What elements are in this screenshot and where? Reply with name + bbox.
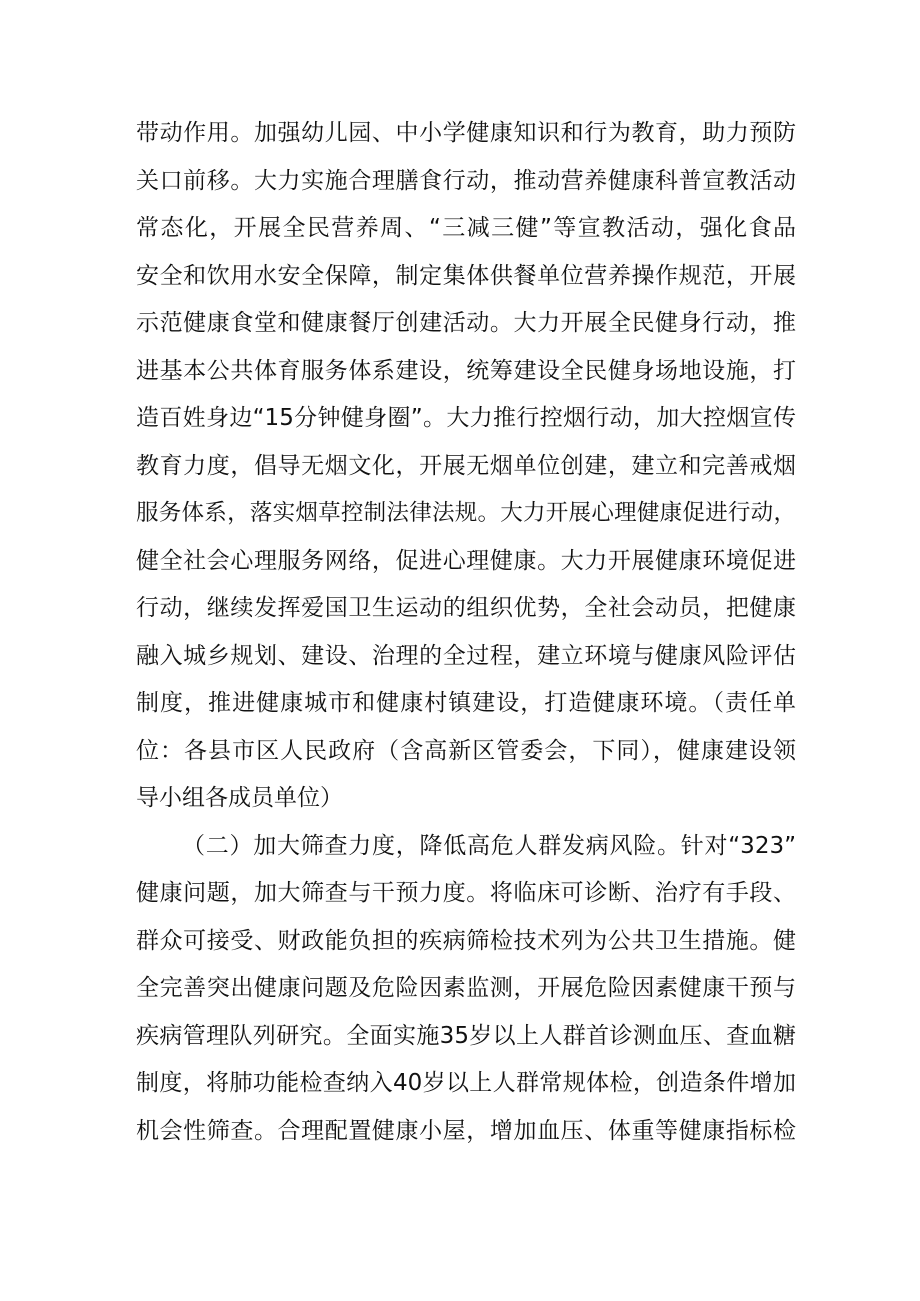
section-heading-line: （二）加大筛查力度，降低高危人群发病风险。针对“323” <box>182 832 796 859</box>
text-line: 健全社会心理服务网络，促进心理健康。大力开展健康环境促进 <box>136 547 796 574</box>
paragraph-health-actions <box>136 110 796 823</box>
text-line: 带动作用。加强幼儿园、中小学健康知识和行为教育，助力预防 <box>136 120 796 146</box>
text-line: 示范健康食堂和健康餐厅创建活动。大力开展全民健身行动，推 <box>136 310 796 336</box>
text-line: 位：各县市区人民政府（含高新区管委会，下同），健康建设领 <box>136 737 796 764</box>
text-line: 安全和饮用水安全保障，制定集体供餐单位营养操作规范，开展 <box>136 262 796 289</box>
text-line: 服务体系，落实烟草控制法律法规。大力开展心理健康促进行动， <box>136 500 796 526</box>
text-line: 制度，将肺功能检查纳入40岁以上人群常规体检，创造条件增加 <box>136 1070 796 1096</box>
text-line: 机会性筛查。合理配置健康小屋，增加血压、体重等健康指标检 <box>136 1117 796 1144</box>
text-line: 关口前移。大力实施合理膳食行动，推动营养健康科普宣教活动 <box>136 167 796 194</box>
text-line: 教育力度，倡导无烟文化，开展无烟单位创建，建立和完善戒烟 <box>136 452 796 479</box>
text-line: 制度，推进健康城市和健康村镇建设，打造健康环境。（责任单 <box>136 690 796 716</box>
text-line: 健康问题，加大筛查与干预力度。将临床可诊断、治疗有手段、 <box>136 880 796 906</box>
document-body <box>136 110 796 1155</box>
text-line: 融入城乡规划、建设、治理的全过程，建立环境与健康风险评估 <box>136 642 796 669</box>
text-line: 进基本公共体育服务体系建设，统筹建设全民健身场地设施，打 <box>136 357 796 384</box>
text-line: 全完善突出健康问题及危险因素监测，开展危险因素健康干预与 <box>136 975 796 1001</box>
text-line: 疾病管理队列研究。全面实施35岁以上人群首诊测血压、查血糖 <box>136 1022 796 1049</box>
text-line: 群众可接受、财政能负担的疾病筛检技术列为公共卫生措施。健 <box>136 927 796 954</box>
text-line: 常态化，开展全民营养周、“三减三健”等宣教活动，强化食品 <box>136 215 796 241</box>
text-line: 导小组各成员单位） <box>136 785 343 811</box>
paragraph-screening <box>136 823 796 1156</box>
text-line: 造百姓身边“15分钟健身圈”。大力推行控烟行动，加大控烟宣传 <box>136 405 796 431</box>
text-line: 行动，继续发挥爱国卫生运动的组织优势，全社会动员，把健康 <box>136 595 796 621</box>
